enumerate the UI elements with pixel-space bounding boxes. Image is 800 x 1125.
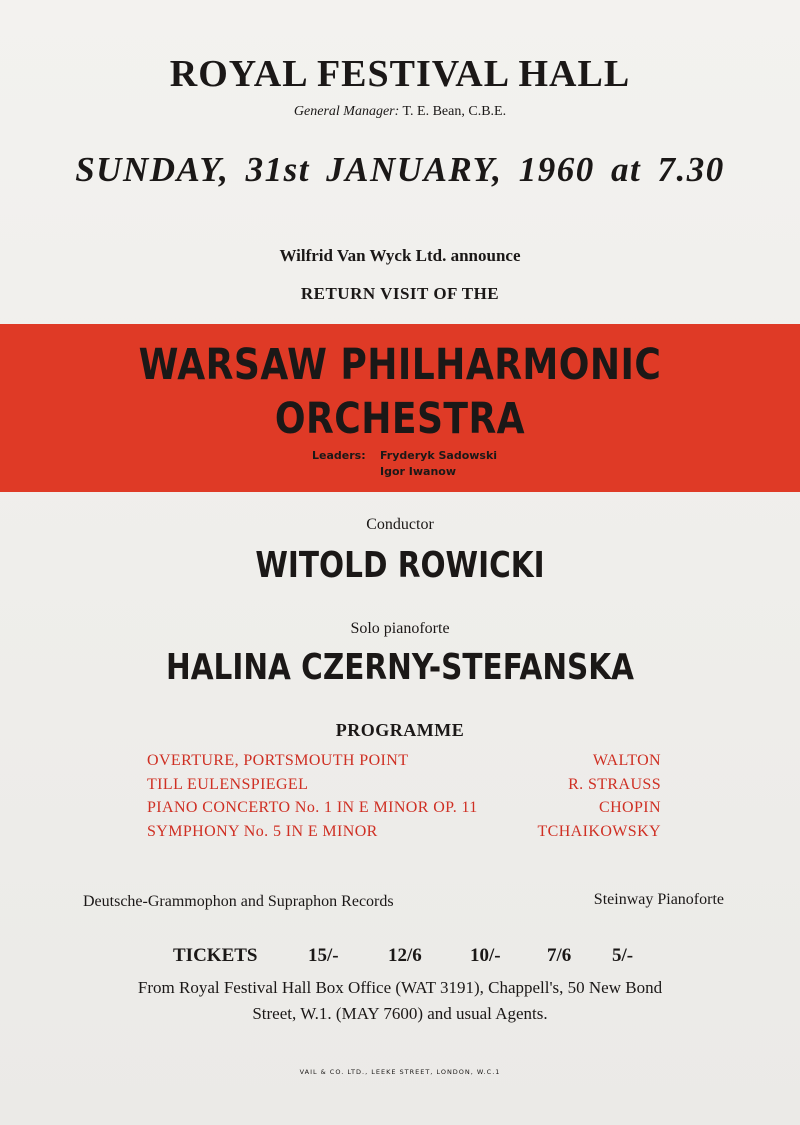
orchestra-name-line1: WARSAW PHILHARMONIC [138,340,662,390]
ticket-price: 10/- [470,945,501,966]
programme-composer: R. STRAUSS [568,775,661,793]
programme-composer: WALTON [592,752,661,769]
programme-item [147,752,661,776]
venue-title: ROYAL FESTIVAL HALL [169,53,631,95]
conductor-label: Conductor [366,516,434,533]
orchestra-name-line2: ORCHESTRA [274,394,526,444]
general-manager [0,104,800,120]
box-office-line: From Royal Festival Hall Box Office (WAT 3191), Chappell's, 50 New Bond [137,978,663,997]
concert-date: SUNDAY, 31st JANUARY, 1960 at 7.30 [75,150,725,189]
ticket-price: 15/- [308,945,339,966]
programme-composer: TCHAIKOWSKY [537,822,661,840]
tickets-label: TICKETS [173,945,258,966]
piano-credit: Steinway Pianoforte [593,891,724,908]
programme-item [147,776,661,800]
programme-work: SYMPHONY No. 5 IN E MINOR [147,822,378,840]
programme-item [147,799,661,823]
box-office-info [0,975,800,1027]
programme-item [147,823,661,847]
conductor-name: WITOLD ROWICKI [255,545,545,586]
ticket-price: 7/6 [547,945,572,966]
leader-name: Igor Iwanow [380,465,457,478]
ticket-price: 5/- [612,945,634,966]
records-credit: Deutsche-Grammophon and Supraphon Records [83,893,394,910]
programme-work: PIANO CONCERTO No. 1 IN E MINOR OP. 11 [147,799,478,816]
manager-name: T. E. Bean, C.B.E. [402,104,507,119]
return-visit-text: RETURN VISIT OF THE [300,284,500,303]
soloist-name: HALINA CZERNY-STEFANSKA [165,647,635,688]
programme-heading: PROGRAMME [335,720,465,740]
leaders-label: Leaders: [312,449,366,462]
ticket-price: 12/6 [388,945,422,966]
manager-label: General Manager: [293,104,400,119]
programme-composer: CHOPIN [599,799,661,816]
programme-list [147,752,661,846]
box-office-line: Street, W.1. (MAY 7600) and usual Agents. [252,1004,548,1023]
printer-imprint: VAIL & CO. LTD., LEEKE STREET, LONDON, W.C.1 [299,1068,501,1076]
programme-work: TILL EULENSPIEGEL [147,775,309,793]
soloist-label: Solo pianoforte [350,620,450,637]
presenter-announcement: Wilfrid Van Wyck Ltd. announce [279,246,521,265]
programme-work: OVERTURE, PORTSMOUTH POINT [147,752,409,769]
leader-name: Fryderyk Sadowski [380,449,498,462]
